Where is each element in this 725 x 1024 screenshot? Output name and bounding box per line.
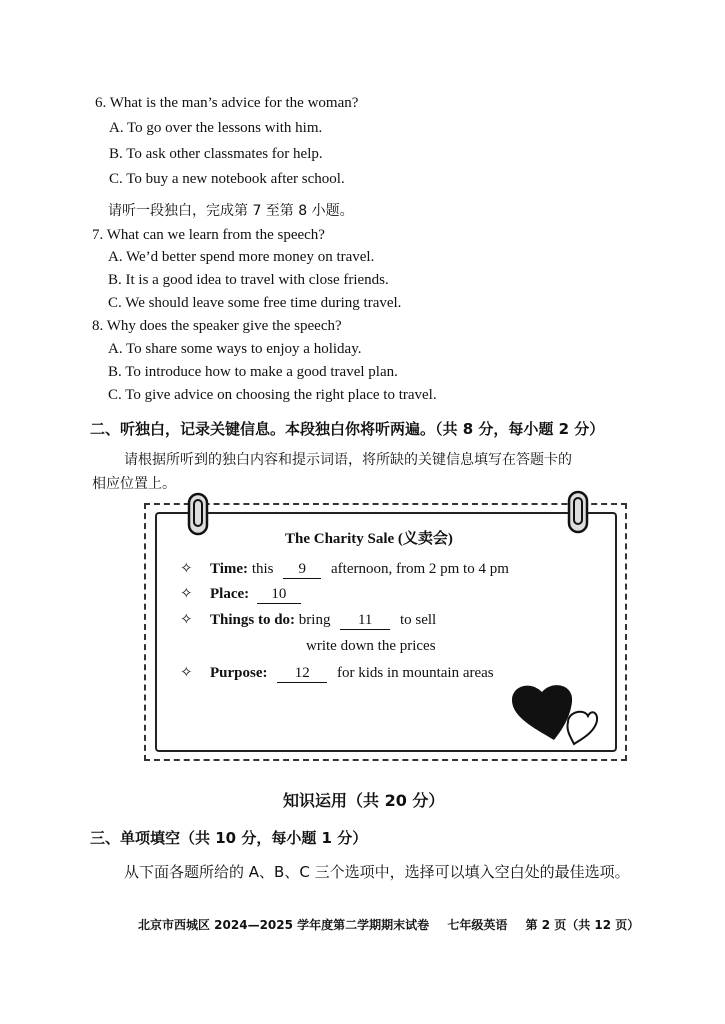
q7-option-b: B. It is a good idea to travel with close friends. [108,272,389,288]
q6-option-b: B. To ask other classmates for help. [109,146,323,162]
time-post: afternoon, from 2 pm to 4 pm [331,561,509,577]
paperclip-left-icon [186,492,212,536]
section3-instruction: 从下面各题所给的 A、B、C 三个选项中，选择可以填入空白处的最佳选项。 [124,863,630,881]
footer-page: 第 2 页（共 12 页） [525,918,640,932]
things-line2: write down the prices [306,638,436,654]
time-pre: this [251,561,274,577]
things-blank: 11 [340,611,390,630]
things-pre: bring [298,612,331,628]
purpose-label: Purpose: [210,665,268,681]
time-label: Time: [210,561,249,577]
place-row [210,585,301,604]
q6-option-a: A. To go over the lessons with him. [109,120,323,136]
section3-heading: 三、单项填空（共 10 分，每小题 1 分） [90,829,368,847]
purpose-blank: 12 [277,664,327,683]
q8-option-a: A. To share some ways to enjoy a holiday. [108,341,362,357]
bullet-star-icon: ✧ [180,559,193,577]
place-blank: 10 [257,585,301,604]
section2-heading: 二、听独白，记录关键信息。本段独白你将听两遍。（共 8 分，每小题 2 分） [90,420,605,438]
q7-question: 7. What can we learn from the speech? [92,227,325,243]
time-row [210,560,509,579]
part-title: 知识运用（共 20 分） [283,791,445,810]
q6-option-c: C. To buy a new notebook after school. [109,171,345,187]
hearts-icon [508,678,600,748]
q8-option-b: B. To introduce how to make a good travel plan. [108,364,398,380]
q8-option-c: C. To give advice on choosing the right place to travel. [108,387,437,403]
purpose-post: for kids in mountain areas [337,665,494,681]
section2-instruction-1: 请根据所听到的独白内容和提示词语，将所缺的关键信息填写在答题卡的 [124,452,572,468]
page-footer [138,916,653,933]
card-title: The Charity Sale (义卖会) [285,531,453,547]
place-label: Place: [210,586,250,602]
q6-question: 6. What is the man’s advice for the woman? [95,95,359,111]
q7-option-a: A. We’d better spend more money on travel. [108,249,375,265]
things-row [210,611,436,630]
things-label: Things to do: [210,612,296,628]
paperclip-right-icon [566,490,592,534]
bullet-star-icon: ✧ [180,584,193,602]
things-post: to sell [399,612,437,628]
q78-intro: 请听一段独白，完成第 7 至第 8 小题。 [108,203,354,219]
q8-question: 8. Why does the speaker give the speech? [92,318,342,334]
time-blank: 9 [283,560,321,579]
footer-grade: 七年级英语 [447,918,508,932]
bullet-star-icon: ✧ [180,663,193,681]
purpose-row [210,664,494,683]
q7-option-c: C. We should leave some free time during travel. [108,295,402,311]
footer-exam: 北京市西城区 2024—2025 学年度第二学期期末试卷 [138,918,430,932]
bullet-star-icon: ✧ [180,610,193,628]
section2-instruction-2: 相应位置上。 [92,476,176,492]
